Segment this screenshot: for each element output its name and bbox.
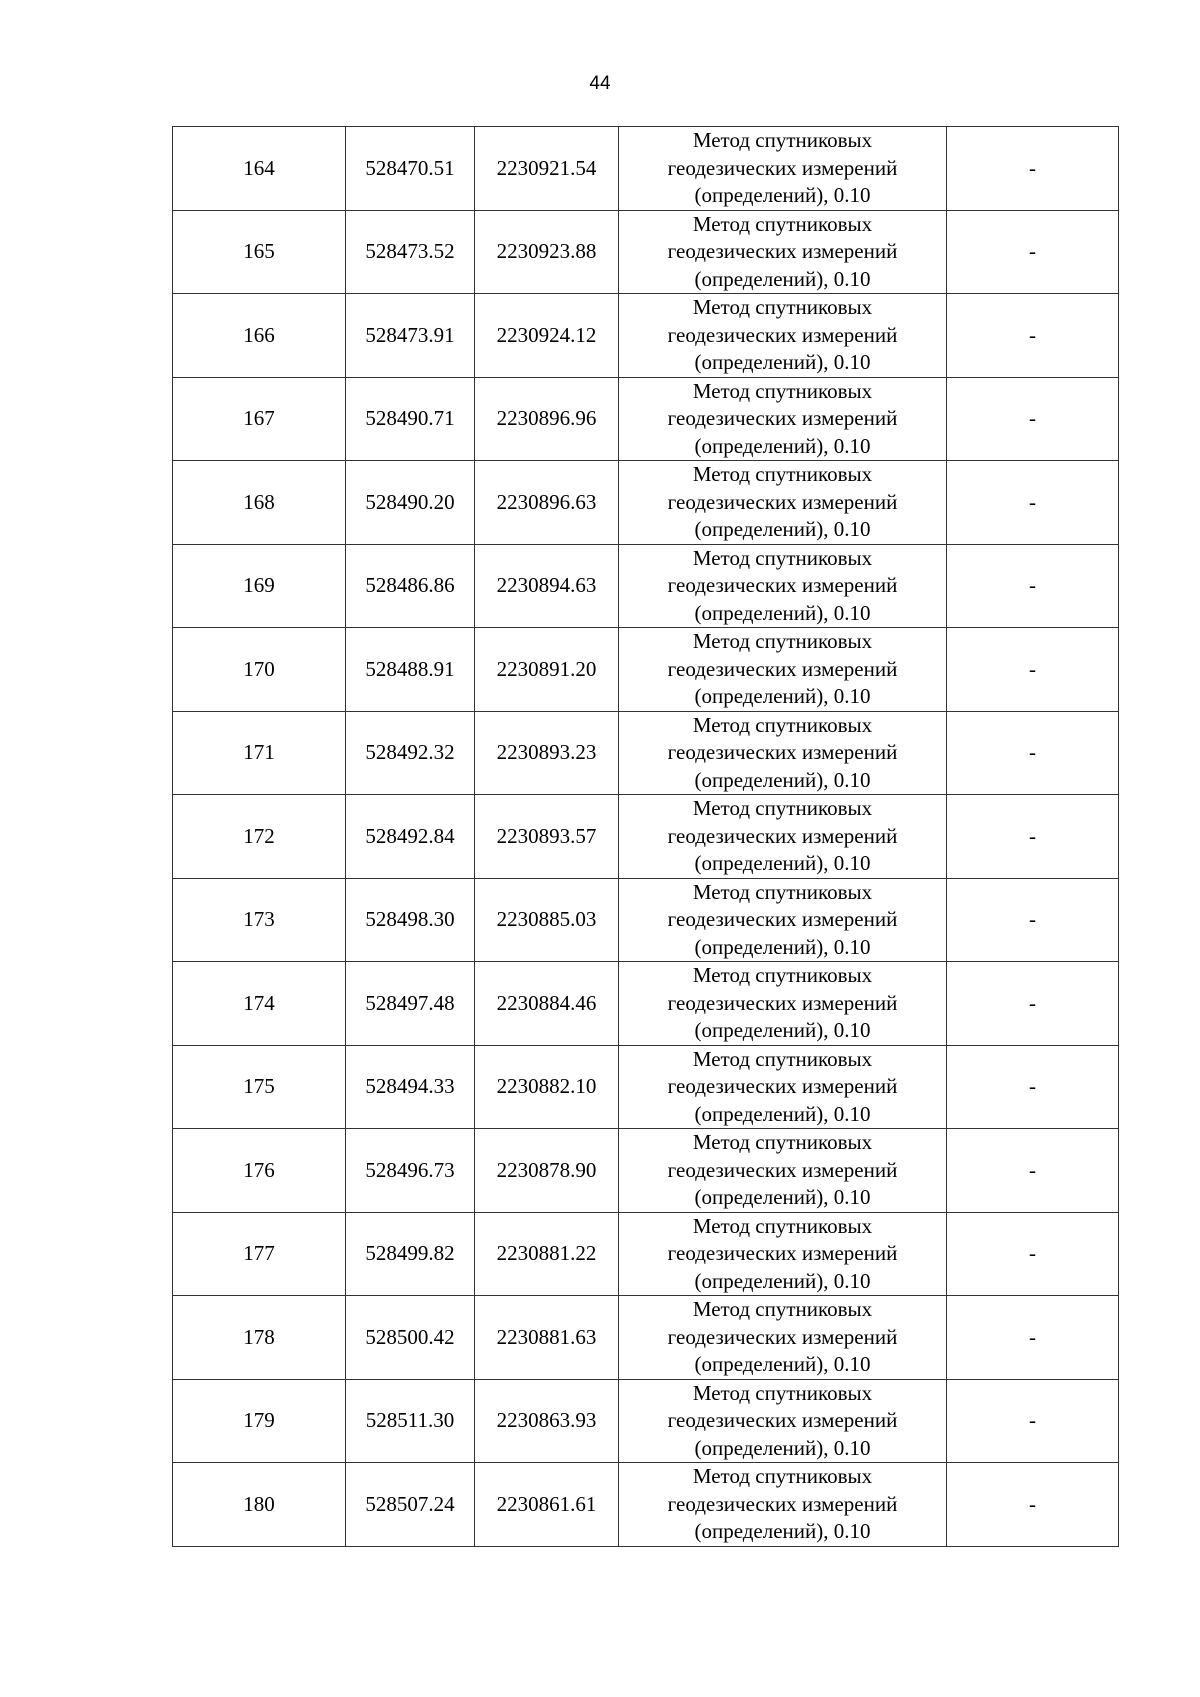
- y-coordinate-cell: 2230882.10: [475, 1045, 619, 1129]
- method-line: геодезических измерений: [667, 406, 898, 430]
- table-row: [173, 878, 1119, 962]
- note-cell: -: [947, 1045, 1119, 1129]
- method-line: геодезических измерений: [667, 489, 898, 514]
- method-line: Метод спутниковых: [692, 128, 873, 152]
- point-number-cell: 173: [173, 878, 346, 962]
- note-cell: -: [947, 210, 1119, 294]
- method-line: Метод спутниковых: [692, 211, 873, 236]
- method-line: Метод спутниковых: [692, 462, 873, 486]
- y-coordinate-cell: 2230891.20: [475, 628, 619, 712]
- method-cell: [619, 878, 947, 962]
- method-cell: [619, 544, 947, 628]
- method-line: Метод спутниковых: [692, 1130, 873, 1154]
- x-coordinate-cell: 528486.86: [346, 544, 475, 628]
- y-coordinate-cell: 2230923.88: [475, 210, 619, 294]
- y-coordinate-cell: 2230893.23: [475, 711, 619, 795]
- method-line: геодезических измерений: [667, 239, 898, 263]
- note-cell: -: [947, 1296, 1119, 1380]
- method-line: геодезических измерений: [667, 1324, 898, 1349]
- method-cell: [619, 1129, 947, 1213]
- note-cell: -: [947, 544, 1119, 628]
- table-row: [173, 962, 1119, 1046]
- table-row: [173, 544, 1119, 628]
- x-coordinate-cell: 528470.51: [346, 127, 475, 211]
- table-row: [173, 1463, 1119, 1547]
- y-coordinate-cell: 2230861.61: [475, 1463, 619, 1547]
- method-line: Метод спутниковых: [692, 545, 873, 570]
- note-cell: -: [947, 795, 1119, 879]
- x-coordinate-cell: 528490.71: [346, 377, 475, 461]
- method-line: (определений), 0.10: [694, 183, 871, 207]
- y-coordinate-cell: 2230881.63: [475, 1296, 619, 1380]
- method-cell: [619, 377, 947, 461]
- y-coordinate-cell: 2230878.90: [475, 1129, 619, 1213]
- method-line: Метод спутниковых: [692, 1046, 873, 1071]
- method-cell: [619, 628, 947, 712]
- method-cell: [619, 1379, 947, 1463]
- table-row: [173, 210, 1119, 294]
- point-number-cell: 167: [173, 377, 346, 461]
- method-cell: [619, 294, 947, 378]
- method-cell: [619, 461, 947, 545]
- y-coordinate-cell: 2230884.46: [475, 962, 619, 1046]
- x-coordinate-cell: 528494.33: [346, 1045, 475, 1129]
- note-cell: -: [947, 1212, 1119, 1296]
- x-coordinate-cell: 528498.30: [346, 878, 475, 962]
- point-number-cell: 164: [173, 127, 346, 211]
- method-line: геодезических измерений: [667, 907, 898, 931]
- point-number-cell: 180: [173, 1463, 346, 1547]
- method-cell: [619, 795, 947, 879]
- x-coordinate-cell: 528496.73: [346, 1129, 475, 1213]
- point-number-cell: 171: [173, 711, 346, 795]
- method-line: геодезических измерений: [667, 1074, 898, 1098]
- x-coordinate-cell: 528473.52: [346, 210, 475, 294]
- method-cell: [619, 127, 947, 211]
- method-cell: [619, 711, 947, 795]
- x-coordinate-cell: 528511.30: [346, 1379, 475, 1463]
- method-line: (определений), 0.10: [694, 517, 871, 541]
- table-row: [173, 1212, 1119, 1296]
- note-cell: -: [947, 878, 1119, 962]
- method-line: Метод спутниковых: [692, 1297, 873, 1321]
- table-row: [173, 127, 1119, 211]
- table-row: [173, 461, 1119, 545]
- method-cell: [619, 962, 947, 1046]
- note-cell: -: [947, 461, 1119, 545]
- method-line: (определений), 0.10: [694, 600, 871, 625]
- x-coordinate-cell: 528490.20: [346, 461, 475, 545]
- note-cell: -: [947, 1129, 1119, 1213]
- page-number: 44: [589, 73, 611, 94]
- method-line: Метод спутниковых: [692, 1380, 873, 1405]
- method-line: Метод спутниковых: [692, 378, 873, 403]
- method-line: (определений), 0.10: [694, 350, 871, 374]
- method-line: (определений), 0.10: [694, 934, 871, 959]
- method-line: (определений), 0.10: [694, 1268, 871, 1293]
- y-coordinate-cell: 2230885.03: [475, 878, 619, 962]
- table-row: [173, 1045, 1119, 1129]
- table-row: [173, 795, 1119, 879]
- table-row: [173, 711, 1119, 795]
- note-cell: -: [947, 377, 1119, 461]
- y-coordinate-cell: 2230921.54: [475, 127, 619, 211]
- method-line: геодезических измерений: [667, 1491, 898, 1516]
- method-line: геодезических измерений: [667, 990, 898, 1015]
- note-cell: -: [947, 294, 1119, 378]
- method-line: геодезических измерений: [667, 823, 898, 848]
- x-coordinate-cell: 528500.42: [346, 1296, 475, 1380]
- point-number-cell: 174: [173, 962, 346, 1046]
- method-line: Метод спутниковых: [692, 712, 873, 737]
- method-line: (определений), 0.10: [694, 1519, 871, 1543]
- x-coordinate-cell: 528473.91: [346, 294, 475, 378]
- method-line: (определений), 0.10: [694, 1101, 871, 1126]
- method-line: (определений), 0.10: [694, 684, 871, 708]
- method-line: геодезических измерений: [667, 155, 898, 180]
- method-line: Метод спутниковых: [692, 295, 873, 319]
- method-line: Метод спутниковых: [692, 796, 873, 820]
- method-line: геодезических измерений: [667, 1241, 898, 1265]
- method-line: (определений), 0.10: [694, 1185, 871, 1209]
- point-number-cell: 169: [173, 544, 346, 628]
- y-coordinate-cell: 2230863.93: [475, 1379, 619, 1463]
- y-coordinate-cell: 2230893.57: [475, 795, 619, 879]
- note-cell: -: [947, 628, 1119, 712]
- method-line: геодезических измерений: [667, 1157, 898, 1182]
- point-number-cell: 177: [173, 1212, 346, 1296]
- method-line: геодезических измерений: [667, 573, 898, 597]
- point-number-cell: 168: [173, 461, 346, 545]
- method-line: Метод спутниковых: [692, 963, 873, 987]
- table-row: [173, 628, 1119, 712]
- method-line: Метод спутниковых: [692, 1213, 873, 1238]
- y-coordinate-cell: 2230896.63: [475, 461, 619, 545]
- point-number-cell: 178: [173, 1296, 346, 1380]
- note-cell: -: [947, 1379, 1119, 1463]
- method-line: (определений), 0.10: [694, 1018, 871, 1042]
- method-line: Метод спутниковых: [692, 879, 873, 904]
- method-line: Метод спутниковых: [692, 1464, 873, 1488]
- y-coordinate-cell: 2230896.96: [475, 377, 619, 461]
- y-coordinate-cell: 2230881.22: [475, 1212, 619, 1296]
- method-line: геодезических измерений: [667, 1408, 898, 1432]
- x-coordinate-cell: 528492.32: [346, 711, 475, 795]
- point-number-cell: 175: [173, 1045, 346, 1129]
- method-line: геодезических измерений: [667, 656, 898, 681]
- x-coordinate-cell: 528492.84: [346, 795, 475, 879]
- point-number-cell: 179: [173, 1379, 346, 1463]
- table-row: [173, 377, 1119, 461]
- point-number-cell: 170: [173, 628, 346, 712]
- point-number-cell: 172: [173, 795, 346, 879]
- method-line: (определений), 0.10: [694, 851, 871, 875]
- method-line: Метод спутниковых: [692, 629, 873, 653]
- method-cell: [619, 1045, 947, 1129]
- x-coordinate-cell: 528488.91: [346, 628, 475, 712]
- method-line: (определений), 0.10: [694, 1352, 871, 1376]
- method-cell: [619, 1296, 947, 1380]
- table-row: [173, 1129, 1119, 1213]
- x-coordinate-cell: 528497.48: [346, 962, 475, 1046]
- table-row: [173, 294, 1119, 378]
- point-number-cell: 165: [173, 210, 346, 294]
- table-body: [173, 127, 1119, 1547]
- note-cell: -: [947, 962, 1119, 1046]
- point-number-cell: 166: [173, 294, 346, 378]
- method-line: (определений), 0.10: [694, 433, 871, 458]
- method-line: (определений), 0.10: [694, 767, 871, 792]
- table-row: [173, 1379, 1119, 1463]
- method-line: геодезических измерений: [667, 740, 898, 764]
- x-coordinate-cell: 528507.24: [346, 1463, 475, 1547]
- coordinates-table: [172, 126, 1119, 1547]
- method-cell: [619, 1212, 947, 1296]
- y-coordinate-cell: 2230924.12: [475, 294, 619, 378]
- point-number-cell: 176: [173, 1129, 346, 1213]
- y-coordinate-cell: 2230894.63: [475, 544, 619, 628]
- method-line: (определений), 0.10: [694, 266, 871, 291]
- table-row: [173, 1296, 1119, 1380]
- method-line: геодезических измерений: [667, 322, 898, 347]
- method-line: (определений), 0.10: [694, 1435, 871, 1460]
- x-coordinate-cell: 528499.82: [346, 1212, 475, 1296]
- note-cell: -: [947, 1463, 1119, 1547]
- note-cell: -: [947, 711, 1119, 795]
- method-cell: [619, 210, 947, 294]
- method-cell: [619, 1463, 947, 1547]
- note-cell: -: [947, 127, 1119, 211]
